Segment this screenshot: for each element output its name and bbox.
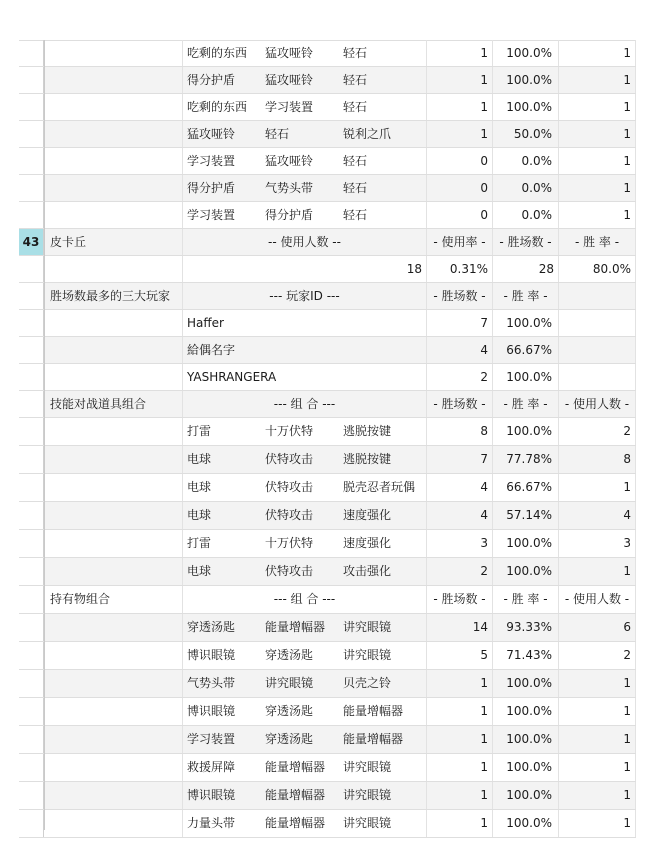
combo-item-3: 轻石 (343, 208, 368, 222)
player-name-cell[interactable] (183, 364, 427, 390)
row-number (19, 67, 44, 93)
row-number (19, 614, 44, 641)
win-rate-cell[interactable]: 100.0% (493, 40, 559, 66)
combo-item-1: 电球 (187, 558, 263, 585)
win-rate-cell[interactable]: 100.0% (493, 67, 559, 93)
combo-item-2: 穿透汤匙 (265, 726, 341, 753)
win-rate-cell[interactable]: 100.0% (493, 530, 559, 557)
combo-item-2: 十万伏特 (265, 424, 314, 438)
users-cell[interactable]: 1 (559, 754, 636, 781)
users-cell[interactable]: 1 (559, 782, 636, 809)
combo-cell[interactable] (183, 40, 427, 66)
combo-item-1: 救援屏障 (187, 760, 236, 774)
combo-item-1: 学习装置 (187, 726, 263, 753)
combo-item-3: 轻石 (343, 100, 368, 114)
wins-cell[interactable]: 1 (427, 726, 493, 753)
combo-cell[interactable] (183, 530, 427, 557)
wins-header[interactable]: - 胜场数 - (427, 391, 493, 417)
combo-item-2: 猛攻哑铃 (265, 67, 341, 93)
wins-value[interactable]: 28 (493, 256, 559, 282)
combo-item-3: 脱壳忍者玩偶 (343, 480, 416, 494)
users-header[interactable]: - 使用人数 - (559, 391, 636, 417)
combo-cell[interactable] (183, 94, 427, 120)
users-cell[interactable]: 8 (559, 446, 636, 473)
combo-cell[interactable] (183, 754, 427, 781)
label-cell[interactable] (44, 148, 183, 174)
win-rate-cell[interactable]: 100.0% (493, 418, 559, 445)
users-cell[interactable]: 1 (559, 202, 636, 228)
combo-item-1: 猛攻哑铃 (187, 121, 263, 147)
win-rate-cell[interactable]: 100.0% (493, 754, 559, 781)
combo-item-3: 攻击强化 (343, 558, 427, 585)
combo-cell[interactable] (183, 175, 427, 201)
player-id-header-cell[interactable] (183, 283, 427, 309)
combo-item-3: 贝壳之铃 (343, 670, 427, 697)
combo-item-1: 博识眼镜 (187, 704, 236, 718)
player-row[interactable] (19, 337, 636, 364)
combo-item-3: 讲究眼镜 (343, 760, 392, 774)
win-rate-cell[interactable]: 0.0% (493, 202, 559, 228)
combo-item-2: 伏特攻击 (265, 502, 341, 529)
wins-cell[interactable]: 4 (427, 502, 493, 529)
empty-cell[interactable] (559, 364, 636, 390)
users-cell[interactable]: 1 (559, 40, 636, 66)
combo-item-2: 气势头带 (265, 175, 341, 201)
table-row[interactable] (19, 474, 636, 502)
combo-item-3: 轻石 (343, 154, 368, 168)
combo-item-1: 力量头带 (187, 816, 236, 830)
player-name-cell[interactable] (183, 337, 427, 363)
table-row[interactable] (19, 148, 636, 175)
wins-cell[interactable]: 1 (427, 670, 493, 697)
wins-cell[interactable]: 2 (427, 558, 493, 585)
row-number (19, 474, 44, 501)
player-name: 給偶名字 (187, 337, 427, 363)
top-players-title[interactable]: 胜场数最多的三大玩家 (44, 283, 183, 309)
top-players-header-row[interactable] (19, 283, 636, 310)
win-rate-cell[interactable]: 66.67% (493, 337, 559, 363)
combo-item-2: 伏特攻击 (265, 558, 341, 585)
row-number (19, 446, 44, 473)
wins-cell[interactable]: 1 (427, 698, 493, 725)
win-rate-cell[interactable]: 66.67% (493, 474, 559, 501)
users-cell[interactable]: 1 (559, 726, 636, 753)
row-number (19, 642, 44, 669)
spreadsheet (19, 40, 636, 838)
row-number (19, 586, 44, 613)
empty-cell[interactable] (559, 283, 636, 309)
player-name: Haffer (187, 316, 224, 330)
wins-cell[interactable]: 1 (427, 782, 493, 809)
combo-cell[interactable] (183, 418, 427, 445)
empty-cell[interactable] (559, 310, 636, 336)
combo-cell[interactable] (183, 810, 427, 837)
win-rate-value[interactable]: 80.0% (559, 256, 636, 282)
wins-cell[interactable]: 0 (427, 202, 493, 228)
combo-item-2: 猛攻哑铃 (265, 154, 314, 168)
row-number (19, 391, 44, 417)
table-row[interactable] (19, 446, 636, 474)
row-number (19, 502, 44, 529)
table-row[interactable] (19, 502, 636, 530)
row-number (19, 698, 44, 725)
label-cell[interactable] (44, 364, 183, 390)
win-rate-header[interactable]: - 胜 率 - (493, 391, 559, 417)
player-name: YASHRANGERA (187, 370, 277, 384)
users-cell[interactable]: 2 (559, 642, 636, 669)
users-cell[interactable]: 1 (559, 474, 636, 501)
win-rate-cell[interactable]: 100.0% (493, 670, 559, 697)
combo-cell[interactable] (183, 502, 427, 529)
table-row[interactable] (19, 530, 636, 558)
player-row[interactable] (19, 310, 636, 337)
combo-item-3: 讲究眼镜 (343, 614, 427, 641)
wins-cell[interactable]: 0 (427, 148, 493, 174)
win-rate-cell[interactable]: 100.0% (493, 698, 559, 725)
win-rate-cell[interactable]: 0.0% (493, 175, 559, 201)
row-number (19, 40, 44, 66)
skill-combos-header-row[interactable] (19, 391, 636, 418)
wins-header[interactable]: - 胜场数 - (493, 229, 559, 255)
table-row[interactable] (19, 175, 636, 202)
combo-header: --- 组 合 --- (183, 391, 426, 417)
wins-cell[interactable]: 7 (427, 446, 493, 473)
combo-cell[interactable] (183, 558, 427, 585)
wins-cell[interactable]: 1 (427, 40, 493, 66)
table-row[interactable] (19, 121, 636, 148)
label-cell[interactable] (44, 175, 183, 201)
row-number (19, 782, 44, 809)
users-cell[interactable]: 2 (559, 418, 636, 445)
row-number (19, 148, 44, 174)
row-number (19, 121, 44, 147)
combo-item-2: 能量增幅器 (265, 816, 326, 830)
win-rate-header[interactable]: - 胜 率 - (493, 586, 559, 613)
combo-item-3: 逃脱按键 (343, 446, 427, 473)
wins-cell[interactable]: 1 (427, 810, 493, 837)
users-cell[interactable]: 1 (559, 558, 636, 585)
label-cell[interactable] (44, 337, 183, 363)
label-cell[interactable] (44, 310, 183, 336)
wins-cell[interactable]: 1 (427, 94, 493, 120)
wins-cell[interactable]: 4 (427, 474, 493, 501)
row-number (19, 726, 44, 753)
combo-item-2: 伏特攻击 (265, 480, 314, 494)
label-cell[interactable] (44, 782, 183, 809)
combo-item-3: 讲究眼镜 (343, 648, 392, 662)
table-row[interactable] (19, 67, 636, 94)
empty-cell[interactable] (559, 337, 636, 363)
wins-cell[interactable]: 3 (427, 530, 493, 557)
skill-combos-title[interactable]: 技能对战道具组合 (44, 391, 183, 417)
wins-cell[interactable]: 1 (427, 754, 493, 781)
combo-item-2: 伏特攻击 (265, 446, 341, 473)
users-cell[interactable]: 3 (559, 530, 636, 557)
row-number (19, 94, 44, 120)
wins-header[interactable]: - 胜场数 - (427, 586, 493, 613)
combo-cell[interactable] (183, 202, 427, 228)
combo-cell[interactable] (183, 446, 427, 473)
label-cell[interactable] (44, 698, 183, 725)
label-cell[interactable] (44, 558, 183, 585)
table-row[interactable] (19, 40, 636, 67)
combo-item-1: 打雷 (187, 424, 212, 438)
row-number (19, 530, 44, 557)
row-number (19, 670, 44, 697)
win-rate-cell[interactable]: 100.0% (493, 810, 559, 837)
table-row[interactable] (19, 418, 636, 446)
pokemon-header-row[interactable] (19, 229, 636, 256)
combo-item-1: 学习装置 (187, 208, 236, 222)
label-cell[interactable] (44, 642, 183, 669)
label-cell[interactable] (44, 94, 183, 120)
label-cell[interactable] (44, 474, 183, 501)
wins-cell[interactable]: 14 (427, 614, 493, 641)
win-rate-cell[interactable]: 50.0% (493, 121, 559, 147)
users-cell[interactable]: 6 (559, 614, 636, 641)
combo-item-1: 吃剩的东西 (187, 100, 248, 114)
combo-item-3: 能量增幅器 (343, 726, 427, 753)
rank-number[interactable]: 43 (19, 229, 44, 255)
combo-cell[interactable] (183, 474, 427, 501)
label-cell[interactable] (44, 202, 183, 228)
combo-item-2: 能量增幅器 (265, 614, 341, 641)
wins-cell[interactable]: 1 (427, 121, 493, 147)
combo-cell[interactable] (183, 670, 427, 697)
combo-item-3: 轻石 (343, 46, 368, 60)
combo-item-2: 讲究眼镜 (265, 670, 341, 697)
table-row[interactable] (19, 698, 636, 726)
table-row[interactable] (19, 782, 636, 810)
combo-item-3: 锐利之爪 (343, 121, 427, 147)
usage-header-cell[interactable] (183, 229, 427, 255)
table-row[interactable] (19, 670, 636, 698)
win-rate-header[interactable]: - 胜 率 - (493, 283, 559, 309)
label-cell[interactable] (44, 67, 183, 93)
label-cell[interactable] (44, 614, 183, 641)
label-cell[interactable] (44, 256, 183, 282)
win-rate-cell[interactable]: 100.0% (493, 364, 559, 390)
player-row[interactable] (19, 364, 636, 391)
label-cell[interactable] (44, 810, 183, 837)
combo-item-2: 穿透汤匙 (265, 704, 314, 718)
combo-item-2: 能量增幅器 (265, 760, 326, 774)
win-rate-header[interactable]: - 胜 率 - (559, 229, 636, 255)
users-cell[interactable]: 1 (559, 698, 636, 725)
combo-item-3: 能量增幅器 (343, 704, 404, 718)
wins-cell[interactable]: 0 (427, 175, 493, 201)
pokemon-stats-row[interactable] (19, 256, 636, 283)
usage-rate-header[interactable]: - 使用率 - (427, 229, 493, 255)
combo-item-1: 穿透汤匙 (187, 614, 263, 641)
users-cell[interactable]: 1 (559, 810, 636, 837)
table-row[interactable] (19, 642, 636, 670)
users-count[interactable]: 18 (183, 256, 427, 282)
users-header[interactable]: - 使用人数 - (559, 586, 636, 613)
table-row[interactable] (19, 202, 636, 229)
combo-item-3: 讲究眼镜 (343, 816, 392, 830)
player-id-header: --- 玩家ID --- (183, 283, 426, 309)
row-number (19, 418, 44, 445)
row-number (19, 256, 44, 282)
table-row[interactable] (19, 614, 636, 642)
combo-item-2: 十万伏特 (265, 536, 314, 550)
row-number (19, 337, 44, 363)
label-cell[interactable] (44, 446, 183, 473)
combo-cell[interactable] (183, 642, 427, 669)
combo-cell[interactable] (183, 698, 427, 725)
label-cell[interactable] (44, 726, 183, 753)
usage-rate-value[interactable]: 0.31% (427, 256, 493, 282)
player-name-cell[interactable] (183, 310, 427, 336)
row-number (19, 202, 44, 228)
combo-cell[interactable] (183, 782, 427, 809)
row-header-divider (44, 40, 45, 830)
combo-cell[interactable] (183, 148, 427, 174)
users-cell[interactable]: 4 (559, 502, 636, 529)
label-cell[interactable] (44, 502, 183, 529)
combo-item-1: 电球 (187, 446, 263, 473)
combo-cell[interactable] (183, 67, 427, 93)
users-cell[interactable]: 1 (559, 67, 636, 93)
table-row[interactable] (19, 94, 636, 121)
combo-header-cell[interactable] (183, 391, 427, 417)
combo-header-cell[interactable] (183, 586, 427, 613)
combo-item-1: 得分护盾 (187, 67, 263, 93)
row-number (19, 810, 44, 837)
users-cell[interactable]: 1 (559, 670, 636, 697)
win-rate-cell[interactable]: 93.33% (493, 614, 559, 641)
combo-item-3: 速度强化 (343, 502, 427, 529)
row-number (19, 175, 44, 201)
win-rate-cell[interactable]: 100.0% (493, 310, 559, 336)
label-cell[interactable] (44, 418, 183, 445)
table-row[interactable] (19, 754, 636, 782)
combo-item-1: 博识眼镜 (187, 648, 236, 662)
combo-item-1: 得分护盾 (187, 175, 263, 201)
combo-item-1: 电球 (187, 480, 212, 494)
win-rate-cell[interactable]: 100.0% (493, 726, 559, 753)
usage-header: -- 使用人数 -- (183, 229, 426, 255)
wins-cell[interactable]: 8 (427, 418, 493, 445)
combo-item-1: 吃剩的东西 (187, 46, 248, 60)
win-rate-cell[interactable]: 71.43% (493, 642, 559, 669)
combo-item-1: 打雷 (187, 536, 212, 550)
combo-item-3: 轻石 (343, 175, 427, 201)
combo-item-3: 讲究眼镜 (343, 782, 427, 809)
label-cell[interactable] (44, 530, 183, 557)
item-combos-title[interactable]: 持有物组合 (44, 586, 183, 613)
row-number (19, 754, 44, 781)
win-rate-cell[interactable]: 57.14% (493, 502, 559, 529)
combo-item-2: 穿透汤匙 (265, 648, 314, 662)
item-combos-header-row[interactable] (19, 586, 636, 614)
win-rate-cell[interactable]: 0.0% (493, 148, 559, 174)
win-rate-cell[interactable]: 100.0% (493, 558, 559, 585)
label-cell[interactable] (44, 121, 183, 147)
pokemon-name[interactable]: 皮卡丘 (44, 229, 183, 255)
combo-header: --- 组 合 --- (273, 592, 336, 606)
row-number (19, 558, 44, 585)
row-number (19, 310, 44, 336)
combo-item-3: 逃脱按键 (343, 424, 392, 438)
combo-cell[interactable] (183, 121, 427, 147)
combo-cell[interactable] (183, 726, 427, 753)
win-rate-cell[interactable]: 100.0% (493, 94, 559, 120)
combo-cell[interactable] (183, 614, 427, 641)
win-rate-cell[interactable]: 100.0% (493, 782, 559, 809)
users-cell[interactable]: 1 (559, 175, 636, 201)
combo-item-2: 学习装置 (265, 100, 314, 114)
combo-item-3: 速度强化 (343, 536, 392, 550)
table-row[interactable] (19, 726, 636, 754)
wins-cell[interactable]: 1 (427, 67, 493, 93)
combo-item-1: 电球 (187, 502, 263, 529)
win-rate-cell[interactable]: 77.78% (493, 446, 559, 473)
users-cell[interactable]: 1 (559, 148, 636, 174)
users-cell[interactable]: 1 (559, 121, 636, 147)
row-number (19, 364, 44, 390)
wins-cell[interactable]: 2 (427, 364, 493, 390)
combo-item-2: 猛攻哑铃 (265, 46, 314, 60)
combo-item-1: 博识眼镜 (187, 782, 263, 809)
users-cell[interactable]: 1 (559, 94, 636, 120)
wins-cell[interactable]: 5 (427, 642, 493, 669)
combo-item-1: 气势头带 (187, 670, 263, 697)
wins-header[interactable]: - 胜场数 - (427, 283, 493, 309)
combo-item-2: 轻石 (265, 121, 341, 147)
combo-item-2: 得分护盾 (265, 208, 314, 222)
table-row[interactable] (19, 558, 636, 586)
combo-item-3: 轻石 (343, 67, 427, 93)
combo-item-2: 能量增幅器 (265, 782, 341, 809)
table-row[interactable] (19, 810, 636, 838)
label-cell[interactable] (44, 670, 183, 697)
wins-cell[interactable]: 4 (427, 337, 493, 363)
label-cell[interactable] (44, 40, 183, 66)
label-cell[interactable] (44, 754, 183, 781)
combo-item-1: 学习装置 (187, 154, 236, 168)
row-number (19, 283, 44, 309)
wins-cell[interactable]: 7 (427, 310, 493, 336)
